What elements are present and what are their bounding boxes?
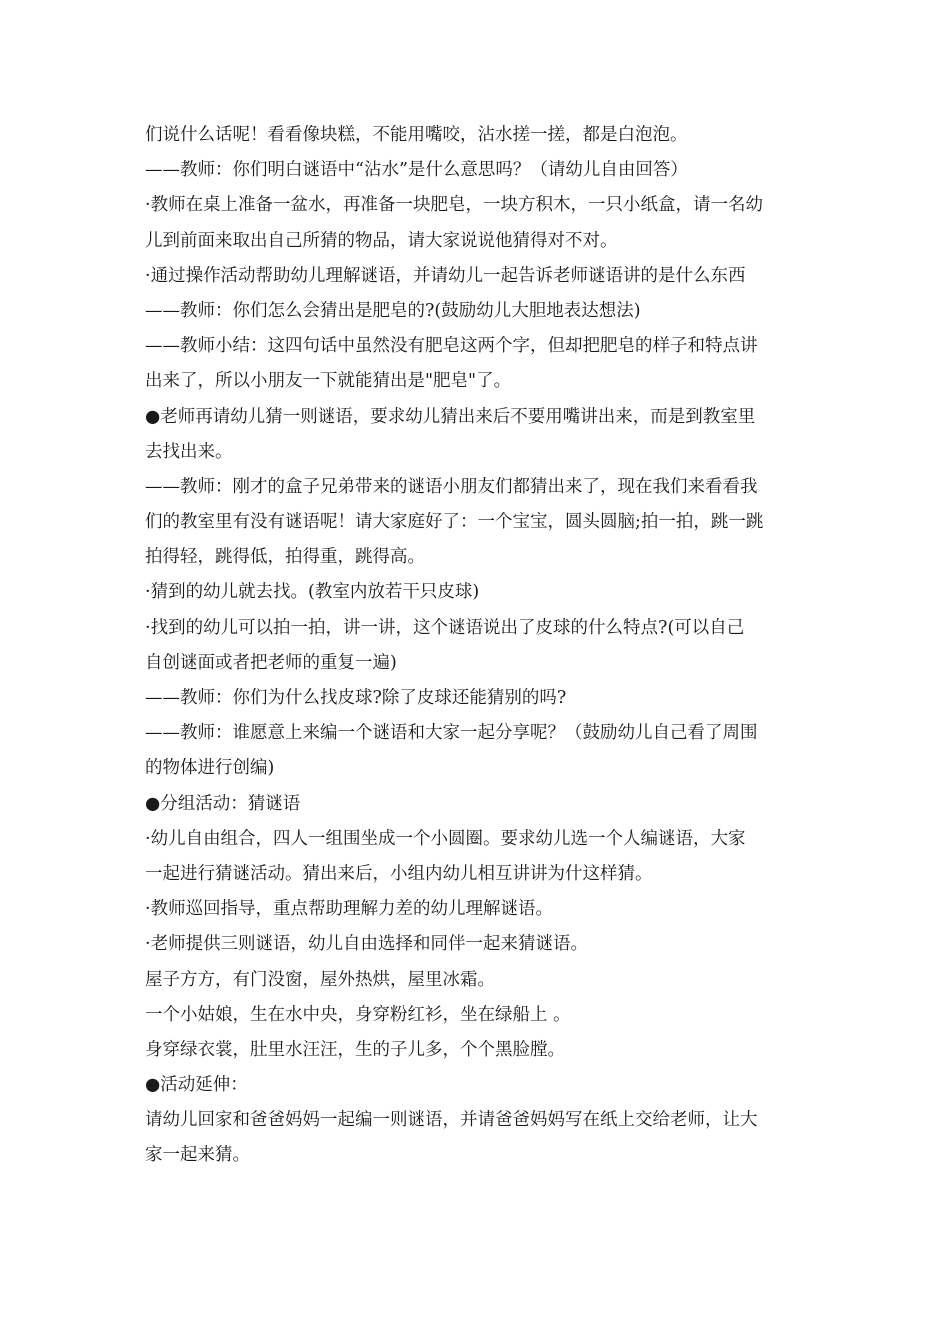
text-line: ·通过操作活动帮助幼儿理解谜语，并请幼儿一起告诉老师谜语讲的是什么东西 xyxy=(145,265,746,286)
text-line: ——教师小结：这四句话中虽然没有肥皂这两个字，但却把肥皂的样子和特点讲 xyxy=(145,336,758,357)
text-line: 拍得轻，跳得低，拍得重，跳得高。 xyxy=(145,547,425,568)
text-line: ——教师：你们怎么会猜出是肥皂的?(鼓励幼儿大胆地表达想法) xyxy=(145,300,641,321)
text-line: ·幼儿自由组合，四人一组围坐成一个小圆圈。要求幼儿选一个人编谜语，大家 xyxy=(145,828,746,849)
text-line: ——教师：谁愿意上来编一个谜语和大家一起分享呢？（鼓励幼儿自己看了周围 xyxy=(145,723,758,744)
text-line: ——教师：你们为什么找皮球?除了皮球还能猜别的吗? xyxy=(145,688,567,708)
text-line: 儿到前面来取出自己所猜的物品，请大家说说他猜得对不对。 xyxy=(145,230,618,251)
text-line: ·老师提供三则谜语，幼儿自由选择和同伴一起来猜谜语。 xyxy=(145,934,589,955)
text-line: ·教师在桌上准备一盆水，再准备一块肥皂，一块方积木，一只小纸盒，请一名幼 xyxy=(145,195,764,216)
text-line: 一个小姑娘，生在水中央，身穿粉红衫，坐在绿船上 。 xyxy=(145,1004,571,1025)
text-line: ●分组活动：猜谜语 xyxy=(145,793,301,814)
text-line: 屋子方方，有门没窗，屋外热烘，屋里冰霜。 xyxy=(145,969,495,990)
text-line: ——教师：刚才的盒子兄弟带来的谜语小朋友们都猜出来了，现在我们来看看我 xyxy=(145,476,758,497)
text-line: ·找到的幼儿可以拍一拍，讲一讲，这个谜语说出了皮球的什么特点?(可以自己 xyxy=(145,617,745,638)
text-line: 的物体进行创编) xyxy=(145,758,275,779)
text-line: 们的教室里有没有谜语呢！请大家庭好了：一个宝宝，圆头圆脑;拍一拍，跳一跳 xyxy=(145,512,764,533)
text-line: ·教师巡回指导，重点帮助理解力差的幼儿理解谜语。 xyxy=(145,899,554,920)
text-line: 出来了，所以小朋友一下就能猜出是"肥皂"了。 xyxy=(145,371,512,392)
text-line: 们说什么话呢！看看像块糕，不能用嘴咬，沾水搓一搓，都是白泡泡。 xyxy=(145,125,688,145)
text-line: 请幼儿回家和爸爸妈妈一起编一则谜语，并请爸爸妈妈写在纸上交给老师，让大 xyxy=(145,1110,758,1131)
text-line: 家一起来猜。 xyxy=(145,1145,250,1166)
text-line: ●活动延伸： xyxy=(145,1075,248,1096)
text-line: 去找出来。 xyxy=(145,441,233,462)
text-line: ●老师再请幼儿猜一则谜语，要求幼儿猜出来后不要用嘴讲出来，而是到教室里 xyxy=(145,406,756,427)
text-line: ·猜到的幼儿就去找。(教室内放若干只皮球) xyxy=(145,582,480,603)
text-line: 自创谜面或者把老师的重复一遍) xyxy=(145,652,397,673)
text-line: 一起进行猜谜活动。猜出来后，小组内幼儿相互讲讲为什这样猜。 xyxy=(145,863,653,884)
document-body xyxy=(145,118,815,1174)
text-line: 身穿绿衣裳，肚里水汪汪，生的子儿多，个个黑脸膛。 xyxy=(145,1039,565,1060)
text-line: ——教师：你们明白谜语中“沾水”是什么意思吗？（请幼儿自由回答） xyxy=(145,160,688,181)
